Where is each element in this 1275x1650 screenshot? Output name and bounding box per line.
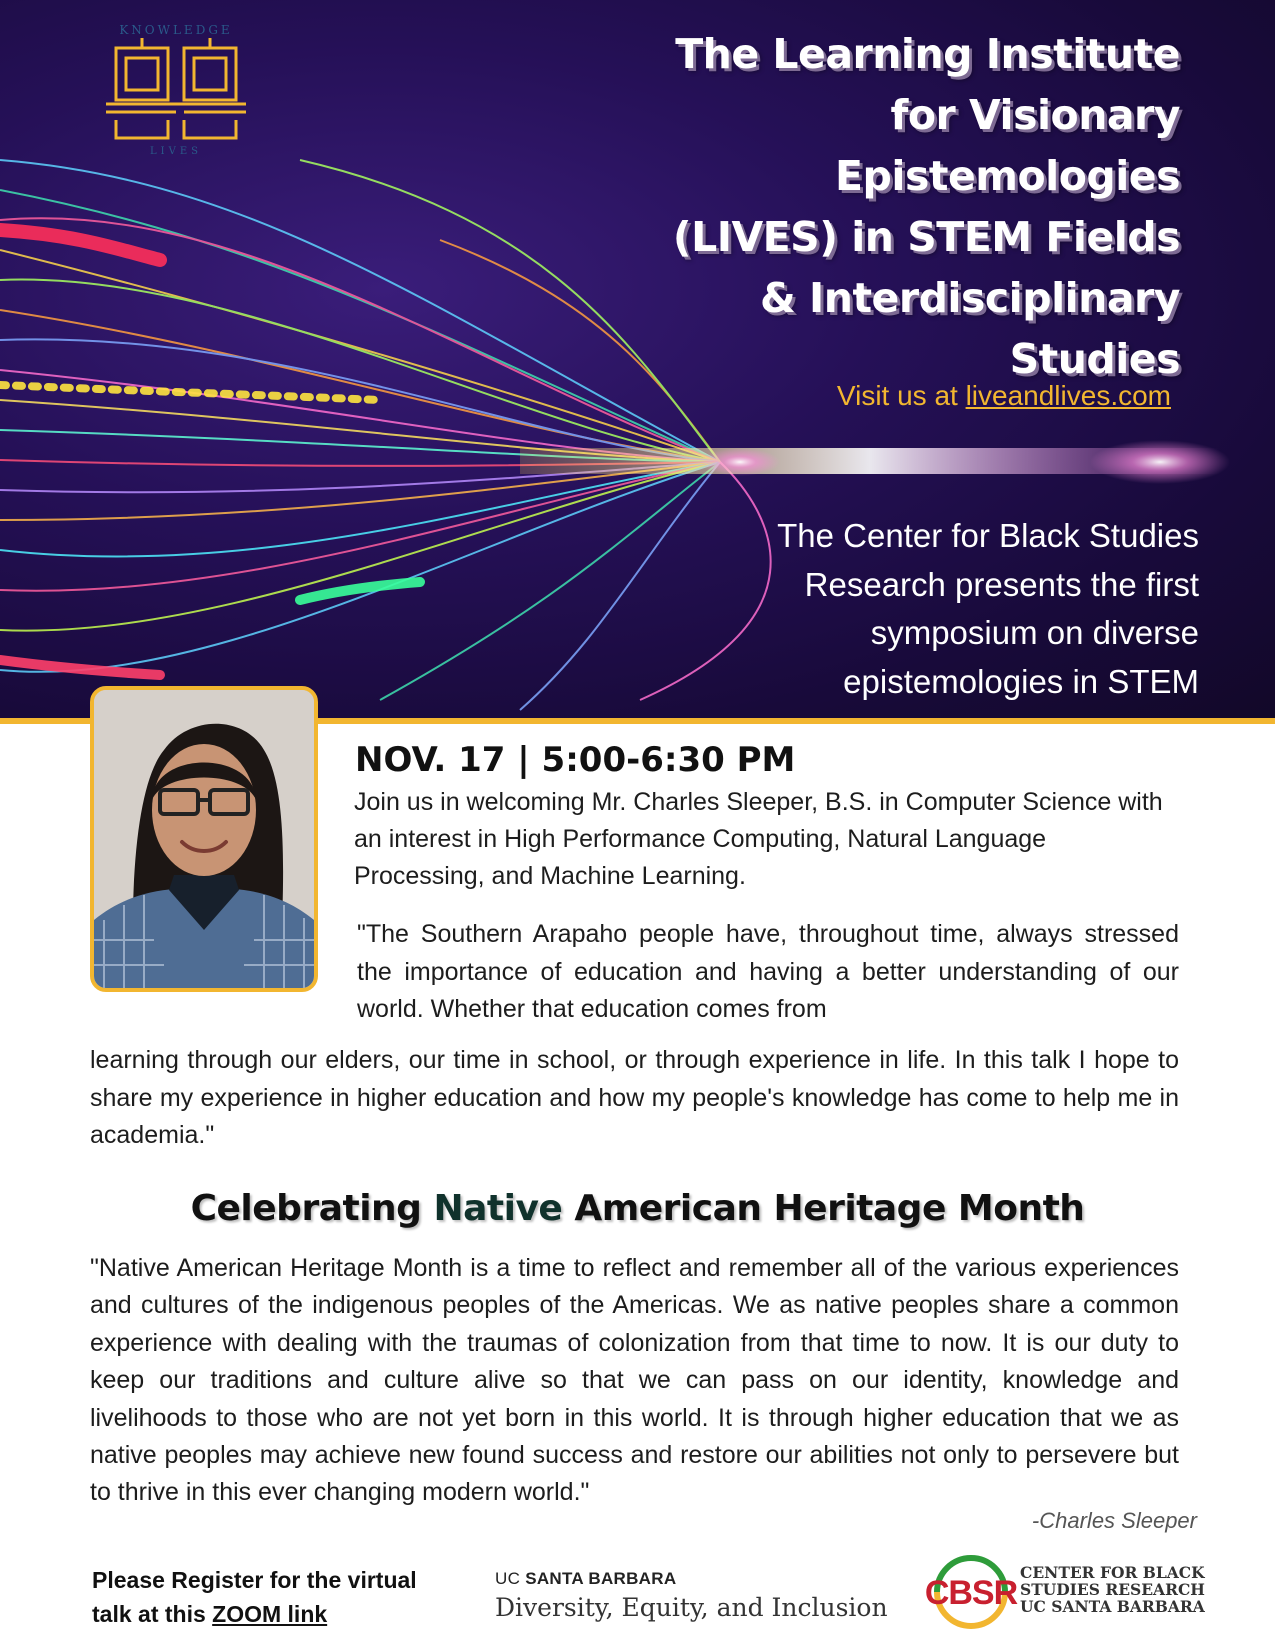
speaker-quote-part2: learning through our elders, our time in school, or through experience in life. In this talk I hope to share my experience in higher education and how my people's knowledge has come to help me in academia." <box>90 1046 1179 1149</box>
visit-line <box>837 380 1171 412</box>
ucsb-department: Diversity, Equity, and Inclusion <box>495 1593 888 1622</box>
quote-attribution: -Charles Sleeper <box>1031 1508 1197 1533</box>
register-line2 <box>92 1597 417 1631</box>
register-prefix: talk at this <box>92 1601 213 1627</box>
title-line: for Visionary <box>890 91 1180 139</box>
title-line: (LIVES) in STEM Fields <box>672 213 1180 261</box>
heritage-heading-accent: Native <box>433 1188 563 1229</box>
website-link[interactable]: liveandlives.com <box>965 380 1171 411</box>
lives-logo <box>86 20 266 160</box>
ucsb-wordmark <box>495 1569 888 1589</box>
heritage-quote: "Native American Heritage Month is a time to reflect and remember all of the various experiences and cultures of the indigenous peoples of the Americas. We as native peoples share a common experience with dealing with the traumas of colonization from that time to now. It is our duty to keep our traditions and culture alive so that we can pass on our identity, knowledge and livelihoods to those who are not yet born in this world. It is through higher education that we as native peoples may achieve new found success and restore our abilities not only to persevere but to thrive in this ever changing modern world." <box>90 1254 1179 1507</box>
presents-line: Research presents the first <box>804 565 1199 603</box>
presents-line: The Center for Black Studies <box>777 517 1199 554</box>
visit-prefix: Visit us at <box>836 380 966 411</box>
zoom-link[interactable]: ZOOM link <box>212 1601 328 1627</box>
ucsb-dei-logo <box>495 1569 888 1622</box>
title-line: The Learning Institute <box>675 30 1180 78</box>
presents-line: symposium on diverse <box>870 614 1199 651</box>
svg-text:KNOWLEDGE: KNOWLEDGE <box>119 23 233 37</box>
speaker-intro: Join us in welcoming Mr. Charles Sleeper, B.S. in Computer Science with an interest in High Performance Computing, Natural Language Processing, and Machine Learning. <box>354 788 1163 890</box>
cbsr-name <box>1020 1564 1205 1615</box>
heritage-heading-start: Celebrating <box>190 1188 434 1229</box>
cbsr-line: STUDIES RESEARCH <box>1020 1580 1205 1599</box>
title-line: Studies <box>1009 335 1180 383</box>
title-line: Epistemologies <box>835 152 1180 200</box>
heritage-heading <box>0 1188 1275 1229</box>
event-datetime: NOV. 17 | 5:00-6:30 PM <box>355 740 796 780</box>
presents-text <box>639 512 1199 706</box>
register-line1: Please Register for the virtual <box>92 1567 417 1593</box>
register-note <box>92 1563 417 1631</box>
speaker-quote-part1: "The Southern Arapaho people have, throughout time, always stressed the importance of education and having a better understanding of our world. Whether that education comes from <box>357 920 1179 1023</box>
header-banner <box>0 0 1275 723</box>
presents-line: epistemologies in STEM <box>843 662 1199 700</box>
cbsr-abbr: CBSR <box>925 1574 1018 1612</box>
ucsb-name: SANTA BARBARA <box>525 1569 677 1588</box>
institute-title <box>580 24 1180 390</box>
ucsb-prefix: UC <box>495 1569 526 1588</box>
cbsr-line: CENTER FOR BLACK <box>1020 1563 1205 1582</box>
heritage-heading-end: American Heritage Month <box>562 1188 1085 1229</box>
speaker-photo <box>90 686 318 992</box>
cbsr-line: UC SANTA BARBARA <box>1020 1597 1205 1616</box>
title-line: & Interdisciplinary <box>759 274 1180 322</box>
svg-text:LIVES: LIVES <box>150 146 202 157</box>
